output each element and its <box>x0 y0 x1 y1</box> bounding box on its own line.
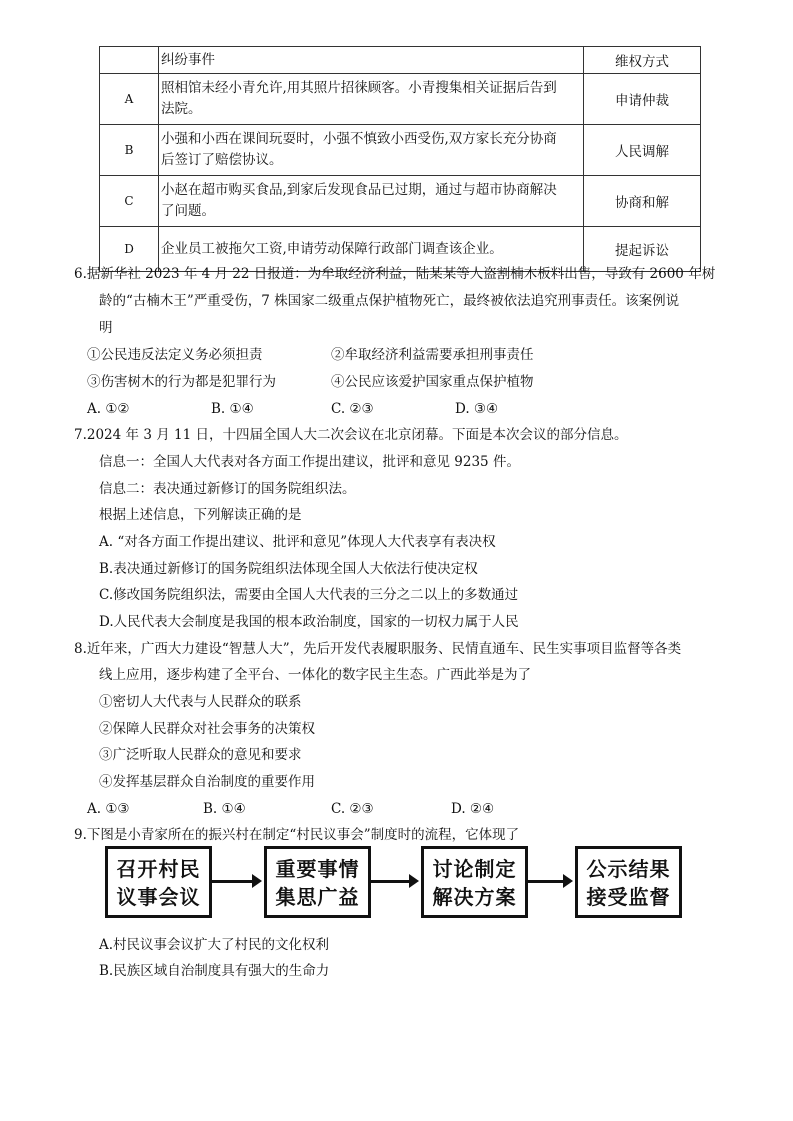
q8-statement: ①密切人大代表与人民群众的联系 <box>99 694 302 710</box>
rights-method: 申请仲裁 <box>584 74 701 125</box>
q6-stem-line: 6.据新华社 2023 年 4 月 22 日报道：为牟取经济利益，陆某某等人盗割楠木板料出售，导致有 2600 年树 <box>74 266 716 282</box>
dispute-event <box>159 176 584 227</box>
q7-info-2: 信息二：表决通过新修订的国务院组织法。 <box>99 481 356 497</box>
flow-step-text: 公示结果 <box>586 857 671 881</box>
event-line: 小赵在超市购买食品,到家后发现食品已过期，通过与超市协商解决 <box>161 182 557 198</box>
table-row <box>100 176 701 227</box>
q9-stem: 9.下图是小青家所在的振兴村在制定“村民议事会”制度时的流程，它体现了 <box>74 827 520 843</box>
flow-arrow <box>528 880 565 883</box>
table-header-row <box>100 47 701 74</box>
q6-option-c[interactable]: C. ②③ <box>331 401 374 417</box>
row-label: D <box>100 227 159 272</box>
q6-option-b[interactable]: B. ①④ <box>211 401 254 417</box>
flow-step-text: 讨论制定 <box>432 857 517 881</box>
q6-option-a[interactable]: A. ①② <box>87 401 130 417</box>
flow-step-box <box>575 846 682 918</box>
dispute-event: 企业员工被拖欠工资,申请劳动保障行政部门调查该企业。 <box>159 227 584 272</box>
q6-statement: ②牟取经济利益需要承担刑事责任 <box>331 347 534 363</box>
flow-step-text: 议事会议 <box>116 885 201 909</box>
q8-statement: ②保障人民群众对社会事务的决策权 <box>99 721 315 737</box>
flow-step-box <box>264 846 371 918</box>
event-line: 小强和小西在课间玩耍时，小强不慎致小西受伤,双方家长充分协商 <box>161 131 557 147</box>
dispute-event <box>159 125 584 176</box>
q7-option-c[interactable]: C.修改国务院组织法，需要由全国人大代表的三分之二以上的多数通过 <box>99 587 519 603</box>
q7-option-b[interactable]: B.表决通过新修订的国务院组织法体现全国人大依法行使决定权 <box>99 561 478 577</box>
event-line: 法院。 <box>161 101 202 117</box>
q6-statement: ①公民违反法定义务必须担责 <box>87 347 263 363</box>
dispute-table <box>99 46 701 272</box>
q8-option-b[interactable]: B. ①④ <box>203 801 246 817</box>
flow-step-text: 解决方案 <box>432 885 517 909</box>
q8-option-c[interactable]: C. ②③ <box>331 801 374 817</box>
q6-statement: ④公民应该爱护国家重点保护植物 <box>331 374 534 390</box>
q8-statement: ④发挥基层群众自治制度的重要作用 <box>99 774 315 790</box>
table-row <box>100 74 701 125</box>
rights-method: 提起诉讼 <box>584 227 701 272</box>
header-cell: 纠纷事件 <box>159 47 584 74</box>
table-row <box>100 125 701 176</box>
q7-prompt: 根据上述信息，下列解读正确的是 <box>99 507 302 523</box>
event-line: 了问题。 <box>161 203 215 219</box>
q7-info-1: 信息一：全国人大代表对各方面工作提出建议，批评和意见 9235 件。 <box>99 454 520 470</box>
q7-option-a[interactable]: A. “对各方面工作提出建议、批评和意见”体现人大代表享有表决权 <box>99 534 496 550</box>
flow-arrow <box>371 880 411 883</box>
flow-arrow <box>212 880 254 883</box>
row-label: A <box>100 74 159 125</box>
rights-method: 人民调解 <box>584 125 701 176</box>
q8-option-a[interactable]: A. ①③ <box>87 801 130 817</box>
q6-option-d[interactable]: D. ③④ <box>455 401 499 417</box>
header-cell: 维权方式 <box>584 47 701 74</box>
row-label: C <box>100 176 159 227</box>
rights-method: 协商和解 <box>584 176 701 227</box>
q8-option-d[interactable]: D. ②④ <box>451 801 495 817</box>
flow-step-text: 接受监督 <box>586 885 671 909</box>
dispute-event <box>159 74 584 125</box>
flow-step-box <box>105 846 212 918</box>
q8-stem-line: 线上应用，逐步构建了全平台、一体化的数字民主生态。广西此举是为了 <box>99 667 531 683</box>
flow-step-text: 召开村民 <box>116 857 201 881</box>
q8-stem-line: 8.近年来，广西大力建设“智慧人大”，先后开发代表履职服务、民情直通车、民生实事项目监督等各类 <box>74 641 682 657</box>
q7-option-d[interactable]: D.人民代表大会制度是我国的根本政治制度，国家的一切权力属于人民 <box>99 614 519 630</box>
header-cell <box>100 47 159 74</box>
q8-statement: ③广泛听取人民群众的意见和要求 <box>99 747 302 763</box>
row-label: B <box>100 125 159 176</box>
q6-stem-line: 龄的“古楠木王”严重受伤，7 株国家二级重点保护植物死亡，最终被依法追究刑事责任。该案例说 <box>99 293 680 309</box>
flow-step-text: 重要事情 <box>275 857 360 881</box>
q6-statement: ③伤害树木的行为都是犯罪行为 <box>87 374 276 390</box>
q7-stem: 7.2024 年 3 月 11 日，十四届全国人大二次会议在北京闭幕。下面是本次会议的部分信息。 <box>74 427 628 443</box>
q9-option-b[interactable]: B.民族区域自治制度具有强大的生命力 <box>99 963 330 979</box>
event-line: 照相馆未经小青允许,用其照片招徕顾客。小青搜集相关证据后告到 <box>161 80 557 96</box>
flow-step-text: 集思广益 <box>275 885 360 909</box>
q9-option-a[interactable]: A.村民议事会议扩大了村民的文化权利 <box>99 937 330 953</box>
flow-step-box <box>421 846 528 918</box>
event-line: 后签订了赔偿协议。 <box>161 152 283 168</box>
q6-stem-line: 明 <box>99 320 113 336</box>
process-flowchart <box>105 846 685 924</box>
